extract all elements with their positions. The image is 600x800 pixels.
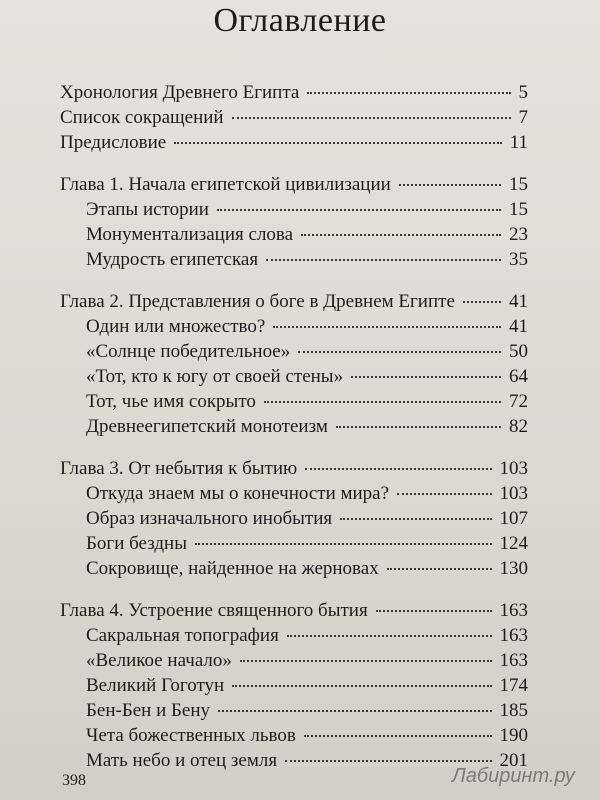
toc-page-number: 23 (509, 224, 528, 245)
dot-leader (463, 301, 501, 303)
toc-subentry (60, 506, 528, 531)
dot-leader (304, 735, 492, 737)
toc-entry-title: Глава 2. Представления о боге в Древнем Египте (60, 291, 455, 312)
toc-subentry (60, 197, 528, 222)
dot-leader (195, 543, 492, 545)
toc-entry-title: Мать небо и отец земля (86, 750, 278, 771)
toc-entry-title: «Солнце победительное» (86, 341, 291, 362)
toc-page-number: 103 (499, 483, 528, 504)
toc-entry-title: Список сокращений (60, 107, 224, 128)
toc-entry-title: Монументализация слова (86, 224, 294, 245)
toc-subentry (60, 481, 528, 506)
dot-leader (336, 426, 501, 428)
toc-page-number: 107 (499, 508, 528, 529)
dot-leader (218, 710, 491, 712)
toc-page-number: 163 (499, 625, 528, 646)
watermark-logo: Лабиринт.ру (452, 765, 575, 787)
toc-page-number: 163 (499, 650, 528, 671)
dot-leader (376, 610, 492, 612)
toc-entry-title: Великий Гоготун (86, 675, 225, 696)
toc-entry-title: Мудрость египетская (86, 249, 259, 270)
toc-page-number: 72 (509, 391, 528, 412)
section-gap (60, 581, 528, 598)
toc-page-number: 64 (509, 366, 528, 387)
toc-entry-title: Боги бездны (86, 533, 187, 554)
dot-leader (301, 234, 501, 236)
page-folio: 398 (62, 772, 86, 789)
dot-leader (232, 685, 491, 687)
toc-subentry (60, 531, 528, 556)
dot-leader (397, 493, 491, 495)
toc-entry (60, 289, 528, 314)
toc-entry-title: Предисловие (60, 132, 167, 153)
dot-leader (264, 401, 501, 403)
dot-leader (240, 660, 492, 662)
toc-page-number: 41 (509, 316, 528, 337)
dot-leader (285, 760, 491, 762)
toc-subentry (60, 222, 528, 247)
toc-page-number: 185 (499, 700, 528, 721)
toc-entry-title: Сакральная топография (86, 625, 279, 646)
toc-page-number: 163 (499, 600, 528, 621)
toc-subentry (60, 556, 528, 581)
toc-page-number: 174 (499, 675, 528, 696)
toc-subentry (60, 414, 528, 439)
dot-leader (287, 635, 492, 637)
toc-subentry (60, 389, 528, 414)
toc-page-number: 7 (518, 107, 528, 128)
toc-subentry (60, 339, 528, 364)
toc-subentry (60, 723, 528, 748)
dot-leader (232, 117, 511, 119)
toc-entry-title: Откуда знаем мы о конечности мира? (86, 483, 390, 504)
dot-leader (217, 209, 501, 211)
toc-page-number: 190 (499, 725, 528, 746)
toc-subentry (60, 623, 528, 648)
dot-leader (307, 92, 510, 94)
section-gap (60, 439, 528, 456)
toc-entry-title: Сокровище, найденное на жерновах (86, 558, 379, 579)
table-of-contents (60, 80, 528, 773)
toc-entry-title: Глава 1. Начала египетской цивилизации (60, 174, 391, 195)
toc-page-number: 15 (509, 174, 528, 195)
toc-entry-title: Образ изначального инобытия (86, 508, 333, 529)
toc-page-number: 11 (509, 132, 528, 153)
toc-entry (60, 130, 528, 155)
dot-leader (305, 468, 491, 470)
section-gap (60, 272, 528, 289)
section-gap (60, 155, 528, 172)
toc-subentry (60, 247, 528, 272)
toc-page-number: 15 (509, 199, 528, 220)
toc-page-number: 82 (509, 416, 528, 437)
toc-entry (60, 598, 528, 623)
dot-leader (399, 184, 501, 186)
dot-leader (351, 376, 501, 378)
toc-page-number: 50 (509, 341, 528, 362)
toc-page-number: 103 (499, 458, 528, 479)
toc-entry (60, 80, 528, 105)
toc-entry-title: Бен-Бен и Бену (86, 700, 211, 721)
toc-entry-title: Тот, чье имя сокрыто (86, 391, 256, 412)
dot-leader (266, 259, 501, 261)
dot-leader (298, 351, 501, 353)
toc-subentry (60, 364, 528, 389)
dot-leader (273, 326, 501, 328)
toc-entry-title: «Великое начало» (86, 650, 232, 671)
toc-page-number: 35 (509, 249, 528, 270)
toc-entry (60, 105, 528, 130)
toc-subentry (60, 648, 528, 673)
toc-entry-title: Этапы истории (86, 199, 209, 220)
toc-entry-title: Один или множество? (86, 316, 266, 337)
page-title: Оглавление (213, 2, 387, 39)
dot-leader (340, 518, 491, 520)
toc-entry-title: Глава 3. От небытия к бытию (60, 458, 298, 479)
toc-page-number: 130 (499, 558, 528, 579)
toc-subentry (60, 698, 528, 723)
toc-subentry (60, 673, 528, 698)
toc-entry (60, 172, 528, 197)
toc-entry-title: «Тот, кто к югу от своей стены» (86, 366, 344, 387)
toc-entry-title: Чета божественных львов (86, 725, 296, 746)
toc-subentry (60, 314, 528, 339)
dot-leader (174, 142, 501, 144)
toc-entry-title: Древнеегипетский монотеизм (86, 416, 328, 437)
toc-page-number: 201 (499, 750, 528, 771)
toc-page-number: 124 (499, 533, 528, 554)
toc-entry-title: Глава 4. Устроение священного бытия (60, 600, 368, 621)
toc-page-number: 5 (518, 82, 528, 103)
toc-page-number: 41 (509, 291, 528, 312)
toc-entry-title: Хронология Древнего Египта (60, 82, 300, 103)
dot-leader (387, 568, 492, 570)
toc-entry (60, 456, 528, 481)
